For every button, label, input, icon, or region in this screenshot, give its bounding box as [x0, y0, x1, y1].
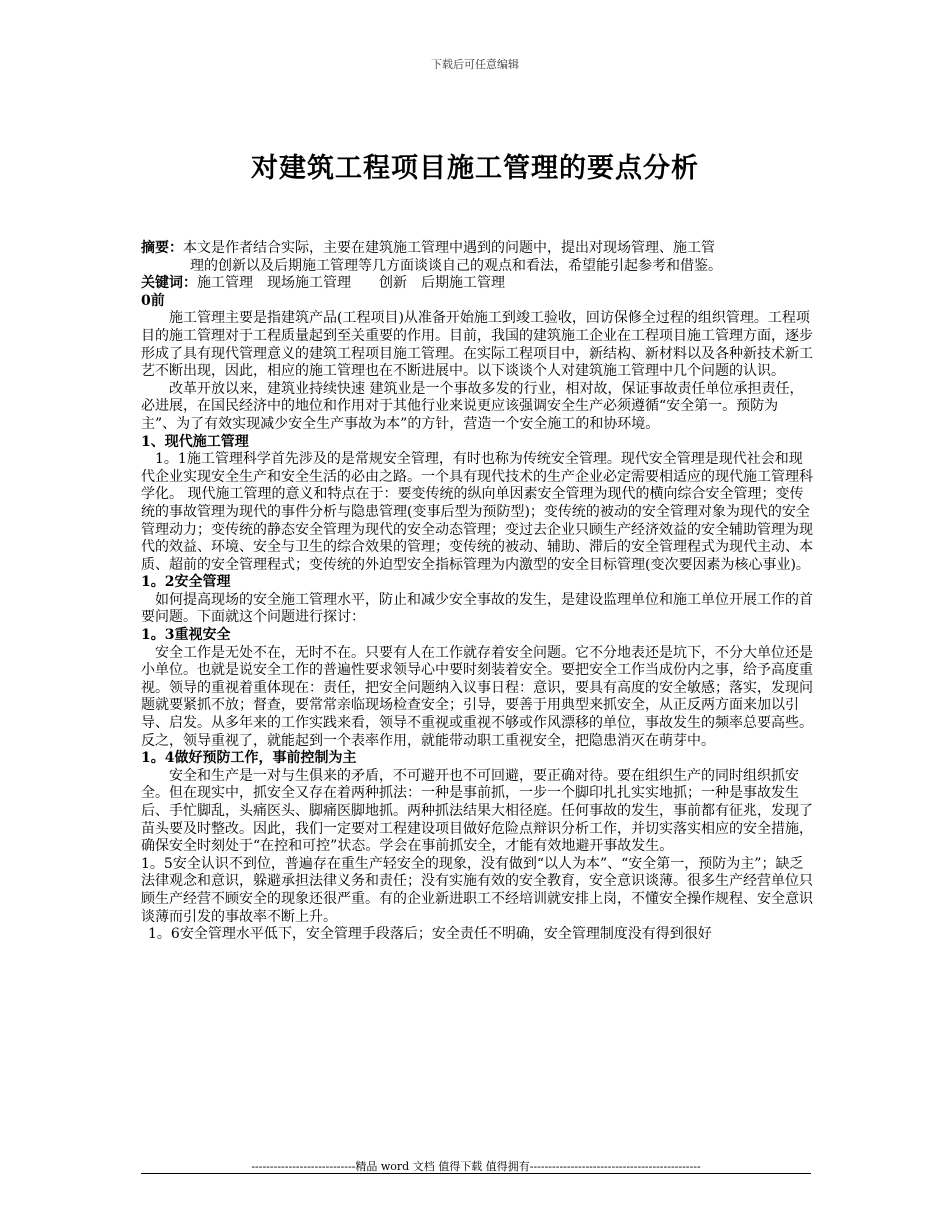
paragraph: 1。1施工管理科学首先涉及的是常规安全管理，有时也称为传统安全管理。现代安全管理是现代社会和现代企业实现安全生产和安全生活的必由之路。一个具有现代技术的生产企业必定需要相适应的现代施工管理科学化。 现代施工管理的意义和特点在于：要变传统的纵向单因素安全管理为现代的横向综合安全管理；变传统的事故管理为现代的事件分析与隐患管理(变事后型为预防型)；变传统的被动的安全管理对象为现代的安全管理动力；变传统的静态安全管理为现代的安全动态管理；变过去企业只顾生产经济效益的安全辅助管理为现代的效益、环境、安全与卫生的综合效果的管理；变传统的被动、辅助、滞后的安全管理程式为现代主动、本质、超前的安全管理程式；变传统的外迫型安全指标管理为内激型的安全目标管理(变次要因素为核心事业)。 [141, 451, 813, 573]
paragraph: 1。5安全认识不到位，普遍存在重生产轻安全的现象，没有做到“以人为本”、“安全第一，预防为主”；缺乏法律观念和意识，躲避承担法律义务和责任；没有实施有效的安全教育，安全意识谈薄。很多生产经营单位只顾生产经营不顾安全的现象还很严重。有的企业新进职工不经培训就安排上岗，不懂安全操作规程、安全意识谈薄而引发的事故率不断上升。 [141, 855, 813, 925]
section-heading: 1。4做好预防工作，事前控制为主 [141, 750, 357, 767]
abstract-line-1: 本文是作者结合实际，主要在建筑施工管理中遇到的问题中，提出对现场管理、施工管 [183, 240, 715, 256]
abstract-label: 摘要： [141, 240, 183, 256]
abstract [141, 240, 813, 258]
section-heading: 1。2安全管理 [141, 574, 231, 591]
paragraph: 改革开放以来，建筑业持续快速 建筑业是一个事故多发的行业，相对故，保证事故责任单位承担责任，必进展，在国民经济中的地位和作用对于其他行业来说更应该强调安全生产必须遵循“安全第一。预防为主”、为了有效实现减少安全生产事故为本”的方针，营造一个安全施工的和协环境。 [141, 380, 804, 432]
section-heading: 1。3重视安全 [141, 627, 231, 644]
section-heading: 1、现代施工管理 [141, 433, 249, 450]
paragraph: 如何提高现场的安全施工管理水平，防止和减少安全事故的发生，是建设监理单位和施工单位开展工作的首要问题。下面就这个问题进行探讨： [141, 591, 813, 626]
paragraph: 安全工作是无处不在，无时不在。只要有人在工作就存着安全问题。它不分地表还是坑下，不分大单位还是小单位。也就是说安全工作的普遍性要求领导心中要时刻装着安全。要把安全工作当成份内之事，给予高度重视。领导的重视着重体现在：责任，把安全问题纳入议事日程：意识，要具有高度的安全敏感；落实，发现问题就要紧抓不放；督查，要常常亲临现场检查安全；引导，要善于用典型来抓安全，从正反两方面来加以引导、启发。从多年来的工作实践来看，领导不重视或重视不够或作风漂移的单位，事故发生的频率总要高些。反之，领导重视了，就能起到一个表率作用，就能带动职工重视安全，把隐患消灭在萌芽中。 [141, 644, 813, 749]
keywords-label: 关键词： [141, 275, 197, 292]
keywords [141, 275, 813, 293]
paragraph: 1。6安全管理水平低下，安全管理手段落后；安全责任不明确，安全管理制度没有得到很好 [148, 926, 712, 943]
abstract-line-2: 理的创新以及后期施工管理等几方面谈谈自己的观点和看法，希望能引起参考和借鉴。 [190, 257, 722, 274]
document-title: 对建筑工程项目施工管理的要点分析 [251, 153, 699, 184]
paragraph: 施工管理主要是指建筑产品(工程项目)从准备开始施工到竣工验收，回访保修全过程的组织管理。工程项目的施工管理对于工程质量起到至关重要的作用。目前，我国的建筑施工企业在工程项目施工管理方面，逐步形成了具有现代管理意义的建筑工程项目施工管理。在实际工程项目中，新结构、新材料以及各种新技术新工艺不断出现，因此，相应的施工管理也在不断进展中。以下谈谈个人对建筑施工管理中几个问题的认识。 [141, 310, 813, 380]
paragraph: 安全和生产是一对与生俱来的矛盾，不可避开也不可回避，要正确对待。要在组织生产的同时组织抓安全。但在现实中，抓安全又存在着两种抓法：一种是事前抓，一步一个脚印扎扎实实地抓；一种是事故发生后、手忙脚乱，头痛医头、脚痛医脚地抓。两种抓法结果大相径庭。任何事故的发生，事前都有征兆，发现了苗头要及时整改。因此，我们一定要对工程建设项目做好危险点辩识分析工作，并切实落实相应的安全措施，确保安全时刻处于“在控和可控”状态。学会在事前抓安全，才能有效地避开事故发生。 [141, 767, 813, 855]
page-footer: ----------------------------精品 word 文档 值得下载 值得拥有---------------------------------------------- [251, 1160, 701, 1173]
sections [141, 293, 813, 944]
section-heading: 0前 [141, 292, 165, 309]
document-body [141, 240, 813, 944]
page-header: 下载后可任意编辑 [431, 58, 519, 71]
footer-rule [141, 1173, 811, 1174]
keywords-text: 施工管理 现场施工管理 创新 后期施工管理 [197, 275, 505, 292]
